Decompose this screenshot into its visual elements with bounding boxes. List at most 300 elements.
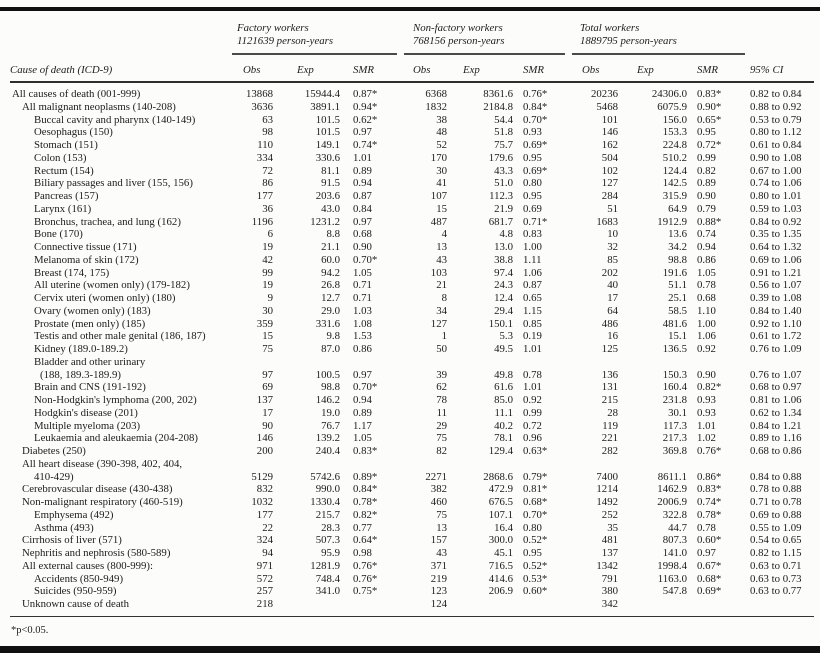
table-content xyxy=(10,20,814,636)
nonfactory-smr-cell: 0.95 xyxy=(523,190,542,202)
factory-obs-cell: 257 xyxy=(256,585,273,598)
exp-column-header: Exp xyxy=(463,64,480,76)
factory-exp-cell: 146.2 xyxy=(315,394,340,406)
nonfactory-smr-cell: 0.69 xyxy=(523,202,542,215)
group-header-nonfactory xyxy=(404,20,565,55)
table-row xyxy=(10,560,814,573)
factory-obs-cell: 110 xyxy=(257,139,273,151)
nonfactory-exp-cell: 676.5 xyxy=(488,496,513,508)
nonfactory-obs-cell: 50 xyxy=(436,343,447,355)
cause-label: Brain and CNS (191-192) xyxy=(34,381,146,394)
nonfactory-exp-cell: 8361.6 xyxy=(483,88,513,100)
nonfactory-exp-cell: 681.7 xyxy=(488,215,513,228)
nonfactory-smr-cell: 1.15 xyxy=(523,304,542,317)
total-obs-cell: 252 xyxy=(601,508,618,521)
nonfactory-obs-cell: 487 xyxy=(430,215,447,228)
cause-label: Bladder and other urinary xyxy=(34,355,146,368)
ci-cell: 0.69 to 0.88 xyxy=(750,508,802,521)
nonfactory-exp-cell: 38.8 xyxy=(494,253,513,266)
total-smr-cell: 0.78* xyxy=(697,508,722,521)
nonfactory-obs-cell: 371 xyxy=(430,559,447,572)
factory-exp-cell: 101.5 xyxy=(315,126,340,139)
ci-cell: 0.80 to 1.01 xyxy=(750,190,802,202)
group-header-factory xyxy=(232,20,397,55)
total-exp-cell: 141.0 xyxy=(662,547,687,559)
factory-obs-cell: 99 xyxy=(262,266,273,279)
total-exp-cell: 150.3 xyxy=(662,368,687,381)
factory-smr-cell: 0.94 xyxy=(353,177,372,190)
total-smr-cell: 0.93 xyxy=(697,394,716,406)
table-row xyxy=(10,101,814,114)
nonfactory-smr-cell: 0.71* xyxy=(523,215,548,228)
nonfactory-smr-cell: 0.65 xyxy=(523,292,542,304)
cause-label: Non-malignant respiratory (460-519) xyxy=(22,496,183,508)
total-smr-cell: 0.97 xyxy=(697,547,716,559)
nonfactory-obs-cell: 1 xyxy=(441,330,447,343)
nonfactory-exp-cell: 472.9 xyxy=(488,483,513,496)
total-obs-cell: 791 xyxy=(601,572,618,585)
nonfactory-obs-cell: 157 xyxy=(430,534,447,547)
total-obs-cell: 32 xyxy=(607,241,618,253)
ci-cell: 0.35 to 1.35 xyxy=(750,228,802,241)
table-row xyxy=(10,573,814,586)
total-obs-cell: 486 xyxy=(601,317,618,330)
total-smr-cell: 1.00 xyxy=(697,317,716,330)
cause-label: Melanoma of skin (172) xyxy=(34,253,139,266)
total-smr-cell: 1.01 xyxy=(697,419,716,432)
factory-obs-cell: 5129 xyxy=(251,470,273,483)
total-exp-cell xyxy=(622,598,692,611)
nonfactory-exp-cell: 43.3 xyxy=(494,164,513,177)
factory-smr-cell: 0.62* xyxy=(353,113,378,126)
nonfactory-smr-cell: 0.19 xyxy=(523,330,542,343)
nonfactory-exp-cell: 16.4 xyxy=(494,521,513,534)
nonfactory-obs-cell: 30 xyxy=(436,164,447,177)
nonfactory-smr-cell: 0.76* xyxy=(523,88,548,100)
factory-exp-cell: 1231.2 xyxy=(310,215,340,228)
nonfactory-obs-cell: 34 xyxy=(436,304,447,317)
factory-smr-cell: 0.89 xyxy=(353,406,372,419)
factory-exp-cell: 149.1 xyxy=(315,139,340,151)
nonfactory-exp-cell: 206.9 xyxy=(488,585,513,598)
nonfactory-smr-cell: 1.01 xyxy=(523,381,542,394)
group-subtitle: 1889795 person-years xyxy=(580,35,677,47)
factory-smr-cell: 0.71 xyxy=(353,279,372,292)
factory-exp-cell: 341.0 xyxy=(315,585,340,598)
nonfactory-obs-cell: 13 xyxy=(436,521,447,534)
nonfactory-exp-cell: 24.3 xyxy=(494,279,513,292)
table-row xyxy=(10,522,814,535)
total-obs-cell: 136 xyxy=(601,368,618,381)
table-row xyxy=(10,152,814,165)
ci-cell: 0.61 to 1.72 xyxy=(750,330,802,343)
cause-label: Hodgkin's disease (201) xyxy=(34,406,138,419)
nonfactory-exp-cell: 150.1 xyxy=(488,317,513,330)
factory-exp-cell: 331.6 xyxy=(315,317,340,330)
total-exp-cell xyxy=(622,356,692,369)
exp-column-header: Exp xyxy=(637,64,654,76)
ci-cell: 0.64 to 1.32 xyxy=(750,241,802,253)
nonfactory-smr-cell: 0.99 xyxy=(523,406,542,419)
nonfactory-exp-cell: 78.1 xyxy=(494,432,513,445)
nonfactory-obs-cell: 6368 xyxy=(425,88,447,100)
total-exp-cell: 13.6 xyxy=(668,228,687,241)
nonfactory-obs-cell: 219 xyxy=(430,572,447,585)
cause-label: Cerebrovascular disease (430-438) xyxy=(22,483,173,496)
nonfactory-smr-cell: 1.00 xyxy=(523,241,542,253)
total-exp-cell: 1912.9 xyxy=(657,215,687,228)
total-obs-cell xyxy=(572,356,622,369)
ci-cell: 0.67 to 1.00 xyxy=(750,164,802,177)
nonfactory-exp-cell: 21.9 xyxy=(494,202,513,215)
factory-exp-cell: 12.7 xyxy=(321,292,340,304)
ci-cell: 0.62 to 1.34 xyxy=(750,406,802,419)
nonfactory-obs-cell: 52 xyxy=(436,139,447,151)
ci-cell: 0.71 to 0.78 xyxy=(750,496,802,508)
nonfactory-obs-cell: 75 xyxy=(436,508,447,521)
total-obs-cell: 1683 xyxy=(596,215,618,228)
total-obs-cell: 125 xyxy=(601,343,618,355)
factory-exp-cell: 60.0 xyxy=(321,253,340,266)
total-exp-cell: 807.3 xyxy=(662,534,687,547)
factory-smr-cell: 0.97 xyxy=(353,126,372,139)
factory-smr-cell xyxy=(348,598,404,611)
factory-smr-cell: 0.97 xyxy=(353,368,372,381)
total-smr-cell: 0.95 xyxy=(697,126,716,139)
factory-exp-cell: 1330.4 xyxy=(310,496,340,508)
factory-obs-cell: 218 xyxy=(256,598,273,610)
factory-exp-cell: 91.5 xyxy=(321,177,340,190)
cause-label: All uterine (women only) (179-182) xyxy=(34,279,190,292)
factory-exp-cell: 94.2 xyxy=(321,266,340,279)
factory-exp-cell: 87.0 xyxy=(321,343,340,355)
nonfactory-obs-cell: 107 xyxy=(430,190,447,202)
group-subtitle: 1121639 person-years xyxy=(237,35,334,47)
total-exp-cell: 369.8 xyxy=(662,445,687,457)
factory-smr-cell: 0.82* xyxy=(353,508,378,521)
nonfactory-exp-cell: 11.1 xyxy=(494,406,513,419)
ci-cell: 0.88 to 0.92 xyxy=(750,100,802,113)
total-exp-cell: 44.7 xyxy=(668,521,687,534)
nonfactory-exp-cell: 85.0 xyxy=(494,394,513,406)
obs-column-header: Obs xyxy=(582,64,600,76)
factory-exp-cell: 29.0 xyxy=(321,304,340,317)
factory-smr-cell xyxy=(348,356,404,369)
nonfactory-smr-cell: 0.83 xyxy=(523,228,542,241)
nonfactory-smr-cell: 0.53* xyxy=(523,572,548,585)
table-row xyxy=(10,139,814,152)
factory-obs-cell: 6 xyxy=(267,228,273,241)
table-row xyxy=(10,547,814,560)
cause-label: Non-Hodgkin's lymphoma (200, 202) xyxy=(34,394,197,406)
total-smr-cell: 1.02 xyxy=(697,432,716,445)
total-exp-cell: 124.4 xyxy=(662,164,687,177)
factory-smr-cell: 0.76* xyxy=(353,559,378,572)
nonfactory-exp-cell: 29.4 xyxy=(494,304,513,317)
total-exp-cell xyxy=(622,458,692,471)
nonfactory-obs-cell: 82 xyxy=(436,445,447,457)
factory-smr-cell: 0.70* xyxy=(353,253,378,266)
ci-cell xyxy=(748,356,814,369)
ci-column-header: 95% CI xyxy=(750,64,784,76)
nonfactory-exp-cell: 12.4 xyxy=(494,292,513,304)
factory-exp-cell: 240.4 xyxy=(315,445,340,457)
nonfactory-exp-cell xyxy=(452,598,518,611)
nonfactory-exp-cell: 49.8 xyxy=(494,368,513,381)
total-obs-cell: 131 xyxy=(601,381,618,394)
nonfactory-obs-cell xyxy=(404,356,452,369)
table-row xyxy=(10,216,814,229)
table-row xyxy=(10,356,814,369)
factory-smr-cell: 0.68 xyxy=(353,228,372,241)
ci-cell: 0.54 to 0.65 xyxy=(750,534,802,547)
cause-label: Testis and other male genital (186, 187) xyxy=(34,330,206,343)
factory-smr-cell: 0.97 xyxy=(353,215,372,228)
cause-label: Larynx (161) xyxy=(34,202,92,215)
cause-label: Multiple myeloma (203) xyxy=(34,419,141,432)
cause-label: Nephritis and nephrosis (580-589) xyxy=(22,547,171,559)
ci-cell: 0.82 to 1.15 xyxy=(750,547,802,559)
top-rule xyxy=(0,7,820,11)
factory-obs-cell: 359 xyxy=(256,317,273,330)
nonfactory-exp-cell: 2184.8 xyxy=(483,100,513,113)
nonfactory-smr-cell: 0.78 xyxy=(523,368,542,381)
table-row xyxy=(10,343,814,356)
nonfactory-obs-cell: 4 xyxy=(441,228,447,241)
factory-smr-cell: 0.87* xyxy=(353,88,378,100)
total-obs-cell: 5468 xyxy=(596,100,618,113)
ci-cell: 0.76 to 1.09 xyxy=(750,343,802,355)
bottom-rule xyxy=(0,646,820,653)
factory-smr-cell: 1.05 xyxy=(353,432,372,445)
column-header-row xyxy=(10,55,814,81)
nonfactory-smr-cell: 0.95 xyxy=(523,547,542,559)
factory-obs-cell: 75 xyxy=(262,343,273,355)
nonfactory-obs-cell: 39 xyxy=(436,368,447,381)
total-obs-cell: 162 xyxy=(601,139,618,151)
nonfactory-exp-cell xyxy=(452,356,518,369)
factory-exp-cell: 100.5 xyxy=(315,368,340,381)
cause-label: 410-429) xyxy=(34,470,74,483)
nonfactory-obs-cell: 62 xyxy=(436,381,447,394)
nonfactory-smr-cell xyxy=(518,598,572,611)
total-obs-cell: 17 xyxy=(607,292,618,304)
total-exp-cell: 156.0 xyxy=(662,113,687,126)
table-row xyxy=(10,279,814,292)
nonfactory-exp-cell: 4.8 xyxy=(499,228,513,241)
factory-obs-cell: 1196 xyxy=(251,215,273,228)
factory-smr-cell: 0.94* xyxy=(353,100,378,113)
cause-label: Cervix uteri (women only) (180) xyxy=(34,292,176,304)
ci-cell: 0.53 to 0.79 xyxy=(750,113,802,126)
total-obs-cell: 202 xyxy=(601,266,618,279)
total-smr-cell: 0.68* xyxy=(697,572,722,585)
factory-smr-cell: 0.78* xyxy=(353,496,378,508)
total-smr-cell: 0.74* xyxy=(697,496,722,508)
factory-obs-cell: 832 xyxy=(256,483,273,496)
factory-smr-cell: 0.75* xyxy=(353,585,378,598)
total-exp-cell: 136.5 xyxy=(662,343,687,355)
total-exp-cell: 1163.0 xyxy=(657,572,687,585)
table-row xyxy=(10,305,814,318)
factory-obs-cell: 30 xyxy=(262,304,273,317)
nonfactory-obs-cell: 124 xyxy=(430,598,447,610)
total-obs-cell: 127 xyxy=(601,177,618,190)
total-exp-cell: 51.1 xyxy=(668,279,687,292)
nonfactory-obs-cell: 29 xyxy=(436,419,447,432)
total-exp-cell: 98.8 xyxy=(668,253,687,266)
factory-exp-cell: 3891.1 xyxy=(310,100,340,113)
total-obs-cell: 1492 xyxy=(596,496,618,508)
factory-obs-cell: 19 xyxy=(262,279,273,292)
factory-exp-cell: 748.4 xyxy=(315,572,340,585)
cause-label: Pancreas (157) xyxy=(34,190,99,202)
total-smr-cell: 0.82* xyxy=(697,381,722,394)
nonfactory-smr-cell: 0.80 xyxy=(523,177,542,190)
total-obs-cell: 102 xyxy=(601,164,618,177)
cause-label: Cirrhosis of liver (571) xyxy=(22,534,122,547)
ci-cell: 0.84 to 0.92 xyxy=(750,215,802,228)
total-obs-cell: 101 xyxy=(601,113,618,126)
nonfactory-smr-cell: 0.87 xyxy=(523,279,542,292)
smr-column-header: SMR xyxy=(697,64,718,76)
total-obs-cell: 64 xyxy=(607,304,618,317)
total-obs-cell: 7400 xyxy=(596,470,618,483)
ci-cell: 0.84 to 1.40 xyxy=(750,304,802,317)
total-obs-cell: 20236 xyxy=(591,88,618,100)
total-exp-cell: 24306.0 xyxy=(651,88,687,100)
factory-exp-cell: 26.8 xyxy=(321,279,340,292)
factory-obs-cell: 72 xyxy=(262,164,273,177)
total-obs-cell: 504 xyxy=(601,151,618,164)
table-row xyxy=(10,420,814,433)
factory-smr-cell: 0.70* xyxy=(353,381,378,394)
total-obs-cell: 380 xyxy=(601,585,618,598)
total-smr-cell xyxy=(692,598,748,611)
total-exp-cell: 510.2 xyxy=(662,151,687,164)
factory-obs-cell: 177 xyxy=(256,190,273,202)
table-row xyxy=(10,369,814,382)
ci-cell: 0.82 to 0.84 xyxy=(750,88,802,100)
cause-label: Prostate (men only) (185) xyxy=(34,317,146,330)
factory-smr-cell: 0.84 xyxy=(353,202,372,215)
table-row xyxy=(10,496,814,509)
factory-smr-cell: 1.05 xyxy=(353,266,372,279)
cause-label: Accidents (850-949) xyxy=(34,572,124,585)
total-obs-cell: 10 xyxy=(607,228,618,241)
nonfactory-exp-cell: 300.0 xyxy=(488,534,513,547)
cause-label: Bronchus, trachea, and lung (162) xyxy=(34,215,181,228)
nonfactory-obs-cell: 75 xyxy=(436,432,447,445)
table-row xyxy=(10,165,814,178)
ci-cell: 0.63 to 0.73 xyxy=(750,572,802,585)
nonfactory-smr-cell: 0.52* xyxy=(523,534,548,547)
table-row xyxy=(10,228,814,241)
nonfactory-obs-cell: 11 xyxy=(436,406,447,419)
nonfactory-smr-cell: 0.84* xyxy=(523,100,548,113)
factory-smr-cell: 0.71 xyxy=(353,292,372,304)
factory-exp-cell xyxy=(278,458,348,471)
total-smr-cell: 0.74 xyxy=(697,228,716,241)
total-exp-cell: 547.8 xyxy=(662,585,687,598)
nonfactory-obs-cell: 48 xyxy=(436,126,447,139)
total-exp-cell: 30.1 xyxy=(668,406,687,419)
nonfactory-exp-cell: 716.5 xyxy=(488,559,513,572)
factory-exp-cell: 43.0 xyxy=(321,202,340,215)
ci-cell: 0.89 to 1.16 xyxy=(750,432,802,445)
factory-smr-cell: 0.77 xyxy=(353,521,372,534)
footnote: *p<0.05. xyxy=(11,624,49,636)
obs-column-header: Obs xyxy=(243,64,261,76)
nonfactory-obs-cell: 13 xyxy=(436,241,447,253)
cause-label: Buccal cavity and pharynx (140-149) xyxy=(34,113,196,126)
ci-cell: 0.63 to 0.71 xyxy=(750,559,802,572)
ci-cell: 0.68 to 0.86 xyxy=(750,445,802,457)
table-row xyxy=(10,190,814,203)
nonfactory-obs-cell xyxy=(404,458,452,471)
group-subtitle: 768156 person-years xyxy=(413,35,505,47)
total-smr-cell: 0.90 xyxy=(697,190,716,202)
nonfactory-exp-cell: 61.6 xyxy=(494,381,513,394)
nonfactory-smr-cell: 0.92 xyxy=(523,394,542,406)
ci-cell: 0.84 to 1.21 xyxy=(750,419,802,432)
total-smr-cell: 0.79 xyxy=(697,202,716,215)
cause-label: Asthma (493) xyxy=(34,521,94,534)
table-row xyxy=(10,432,814,445)
nonfactory-exp-cell: 97.4 xyxy=(494,266,513,279)
cause-label: Oesophagus (150) xyxy=(34,126,113,139)
factory-exp-cell: 95.9 xyxy=(321,547,340,559)
ci-cell: 0.91 to 1.21 xyxy=(750,266,802,279)
total-smr-cell: 0.90* xyxy=(697,100,722,113)
factory-obs-cell: 324 xyxy=(256,534,273,547)
nonfactory-obs-cell: 127 xyxy=(430,317,447,330)
factory-smr-cell: 0.89 xyxy=(353,164,372,177)
nonfactory-smr-cell: 0.72 xyxy=(523,419,542,432)
nonfactory-smr-cell: 0.69* xyxy=(523,139,548,151)
factory-obs-cell: 3636 xyxy=(251,100,273,113)
ci-cell: 0.56 to 1.07 xyxy=(750,279,802,292)
nonfactory-obs-cell: 1832 xyxy=(425,100,447,113)
table-row xyxy=(10,394,814,407)
table-row xyxy=(10,126,814,139)
total-exp-cell: 58.5 xyxy=(668,304,687,317)
total-obs-cell xyxy=(572,458,622,471)
factory-smr-cell: 0.84* xyxy=(353,483,378,496)
nonfactory-obs-cell: 123 xyxy=(430,585,447,598)
total-smr-cell: 0.82 xyxy=(697,164,716,177)
total-exp-cell: 64.9 xyxy=(668,202,687,215)
nonfactory-exp-cell: 51.0 xyxy=(494,177,513,190)
total-smr-cell: 0.83* xyxy=(697,483,722,496)
factory-obs-cell: 15 xyxy=(262,330,273,343)
total-smr-cell: 0.83* xyxy=(697,88,722,100)
factory-exp-cell: 203.6 xyxy=(315,190,340,202)
smr-column-header: SMR xyxy=(353,64,374,76)
factory-obs-cell: 177 xyxy=(256,508,273,521)
table-body xyxy=(10,83,814,616)
table-row xyxy=(10,254,814,267)
factory-exp-cell: 215.7 xyxy=(315,508,340,521)
nonfactory-smr-cell: 0.52* xyxy=(523,559,548,572)
factory-smr-cell: 1.01 xyxy=(353,151,372,164)
ci-cell: 0.61 to 0.84 xyxy=(750,139,802,151)
total-smr-cell: 1.05 xyxy=(697,266,716,279)
factory-smr-cell: 0.87 xyxy=(353,190,372,202)
total-smr-cell xyxy=(692,356,748,369)
factory-obs-cell: 90 xyxy=(262,419,273,432)
total-obs-cell: 40 xyxy=(607,279,618,292)
